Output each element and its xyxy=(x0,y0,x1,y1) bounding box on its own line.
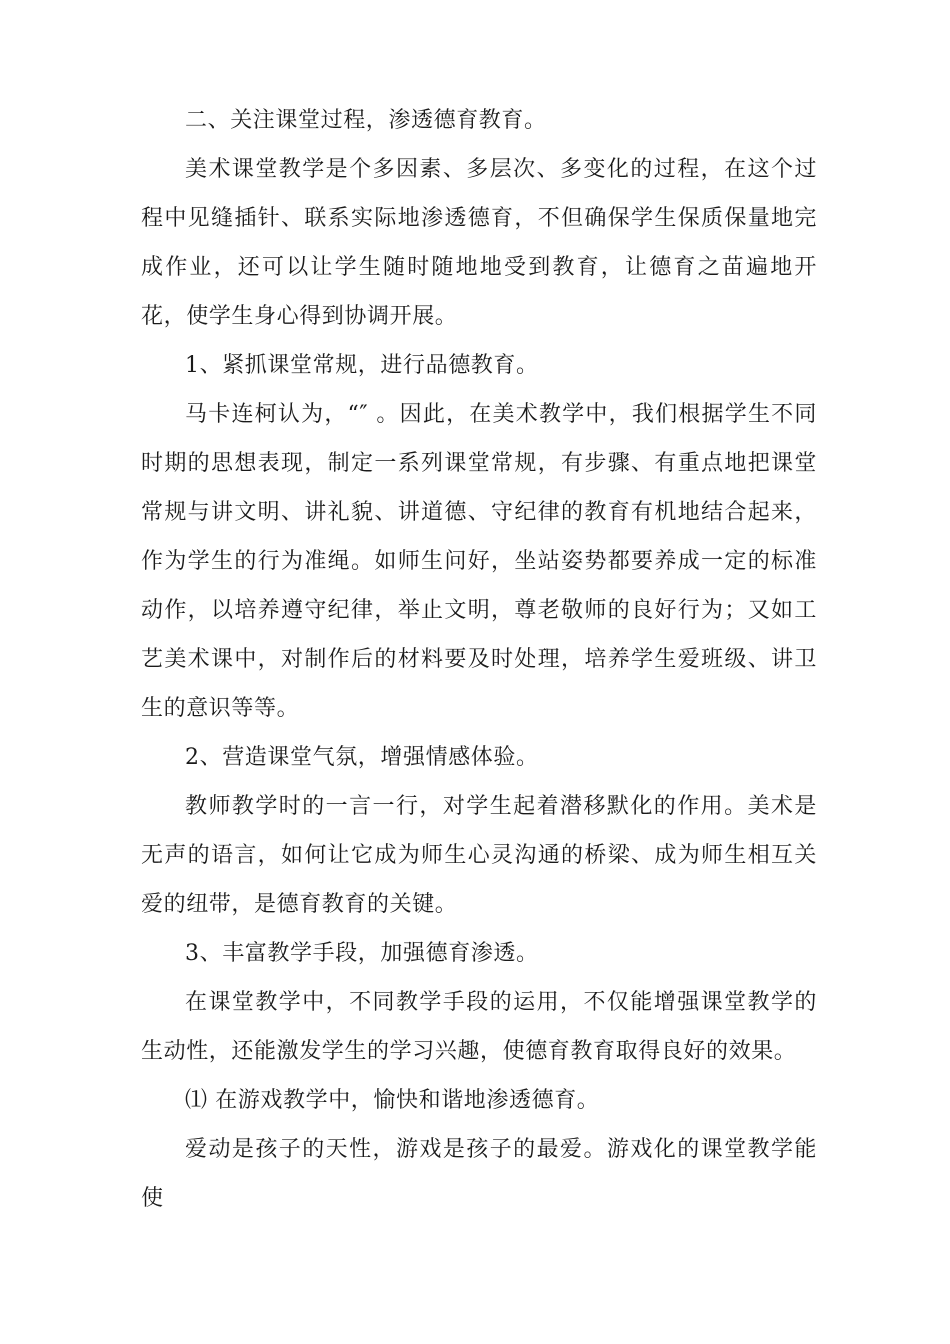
subsection-heading: 1、紧抓课堂常规，进行品德教育。 xyxy=(185,353,539,378)
body-paragraph: 教师教学时的一言一行，对学生起着潜移默化的作用。美术是无声的语言，如何让它成为师生心灵沟通的桥梁、成为师生相互关爱的纽带，是德育教育的关键。 xyxy=(141,794,817,917)
body-paragraph: 在课堂教学中，不同教学手段的运用，不仅能增强课堂教学的生动性，还能激发学生的学习兴趣，使德育教育取得良好的效果。 xyxy=(141,990,817,1064)
body-paragraph: 马卡连柯认为，“″ 。因此，在美术教学中，我们根据学生不同时期的思想表现，制定一系列课堂常规，有步骤、有重点地把课堂常规与讲文明、讲礼貌、讲道德、守纪律的教育有机地结合起来，作为学生的行为准绳。如师生问好，坐站姿势都要养成一定的标准动作，以培养遵守纪律，举止文明，尊老敬师的良好行为；又如工艺美术课中，对制作后的材料要及时处理，培养学生爱班级、讲卫生的意识等等。 xyxy=(141,402,817,721)
body-paragraph: 美术课堂教学是个多因素、多层次、多变化的过程，在这个过程中见缝插针、联系实际地渗透德育，不但确保学生保质保量地完成作业，还可以让学生随时随地地受到教育，让德育之苗遍地开花，使学生身心得到协调开展。 xyxy=(141,157,817,329)
subsection-heading: 2、营造课堂气氛，增强情感体验。 xyxy=(185,745,539,770)
section-heading: 二、关注课堂过程，渗透德育教育。 xyxy=(185,108,547,133)
list-item-heading: ⑴ 在游戏教学中，愉快和谐地渗透德育。 xyxy=(185,1088,600,1113)
subsection-heading: 3、丰富教学手段，加强德育渗透。 xyxy=(185,941,539,966)
body-paragraph: 爱动是孩子的天性，游戏是孩子的最爱。游戏化的课堂教学能使 xyxy=(141,1137,817,1211)
document-body xyxy=(141,96,817,1223)
